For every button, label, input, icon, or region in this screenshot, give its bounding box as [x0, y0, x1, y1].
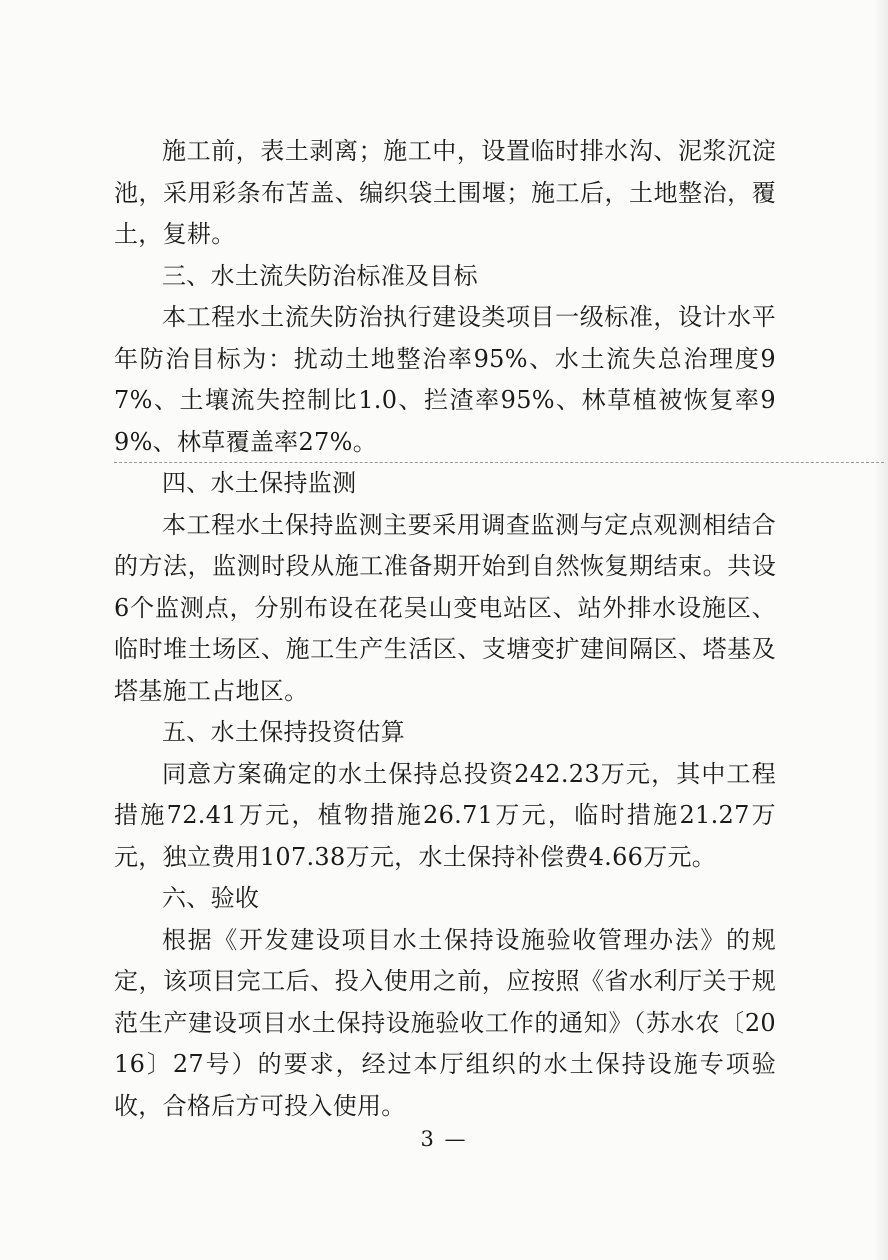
- body-text: [114, 131, 776, 1127]
- paragraph-prevention-targets: 本工程水土流失防治执行建设类项目一级标准，设计水平年防治目标为：扰动土地整治率95%、水土流失总治理度97%、土壤流失控制比1.0、拦渣率95%、林草植被恢复率99%、林草覆盖率27%。: [114, 303, 776, 456]
- paragraph-investment: 同意方案确定的水土保持总投资242.23万元，其中工程措施72.41万元，植物措施26.71万元，临时措施21.27万元，独立费用107.38万元，水土保持补偿费4.66万元。: [114, 759, 776, 871]
- scan-artifact-line: [114, 462, 884, 463]
- paragraph-construction-measures: 施工前，表土剥离；施工中，设置临时排水沟、泥浆沉淀池，采用彩条布苫盖、编织袋土围堰；施工后，土地整治，覆土，复耕。: [114, 137, 776, 248]
- heading-acceptance: 六、验收: [162, 884, 260, 912]
- scan-edge-shadow: [874, 0, 888, 1260]
- page-number: 3 —: [420, 1127, 468, 1151]
- heading-investment-estimate: 五、水土保持投资估算: [162, 718, 405, 746]
- heading-prevention-standards: 三、水土流失防治标准及目标: [162, 261, 478, 290]
- paragraph-monitoring: 本工程水土保持监测主要采用调查监测与定点观测相结合的方法，监测时段从施工准备期开始到自然恢复期结束。共设6个监测点，分别布设在花吴山变电站区、站外排水设施区、临时堆土场区、施工生产生活区、支塘变扩建间隔区、塔基及塔基施工占地区。: [114, 510, 776, 705]
- heading-monitoring: 四、水土保持监测: [162, 469, 357, 497]
- paragraph-acceptance: 根据《开发建设项目水土保持设施验收管理办法》的规定，该项目完工后、投入使用之前，应按照《省水利厅关于规范生产建设项目水土保持设施验收工作的通知》（苏水农〔2016〕27号）的要求，经过本厅组织的水土保持设施专项验收，合格后方可投入使用。: [114, 925, 776, 1120]
